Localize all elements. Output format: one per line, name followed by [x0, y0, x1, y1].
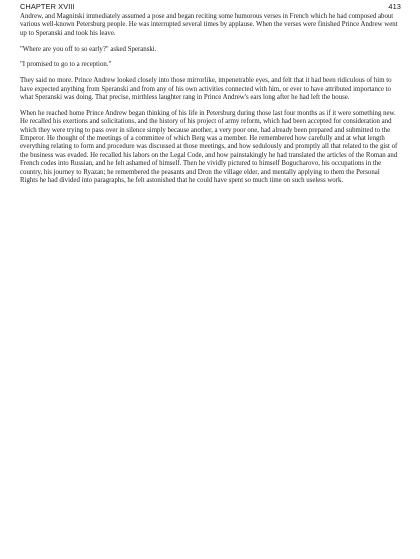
body-text	[20, 13, 398, 193]
page-number: 413	[388, 2, 401, 11]
paragraph: "I promised to go to a reception."	[20, 61, 112, 69]
paragraph: When he reached home Prince Andrew began thinking of his life in Petersburg during those last four months as if it were something new. He recalled his exertions and solicitations, and the history of his project of army reform, which had been accepted for consideration and which they were trying to pass over in silence simply because another, a very poor one, had already been prepared and submitted to the Emperor. He thought of the meetings of a committee of which Berg was a member. He remembered how carefully and at what length everything relating to form and procedure was discussed at those meetings, and how sedulously and promptly all that related to the gist of the business was evaded. He recalled his labors on the Legal Code, and how painstakingly he had translated the articles of the Roman and French codes into Russian, and he felt ashamed of himself. Then he vividly pictured to himself Bogucharovo, his occupations in the country, his journey to Ryazan; he remembered the peasants and Dron the village elder, and mentally applying to them the Personal Rights he had divided into paragraphs, he felt astonished that he could have spent so much time on such useless work.	[20, 109, 398, 185]
paragraph: "Where are you off to so early?" asked Speranski.	[20, 45, 157, 53]
paragraph: Andrew, and Magnitski immediately assumed a pose and began reciting some humorous verses in French which he had composed about various well-known Petersburg people. He was interrupted several times by applause. When the verses were finished Prince Andrew went up to Speranski and took his leave.	[20, 13, 398, 37]
paragraph: They said no more. Prince Andrew looked closely into those mirrorlike, impenetrable eyes, and felt that it had been ridiculous of him to have expected anything from Speranski and from any of his own activities connected with him, or ever to have attributed importance to what Speranski was doing. That precise, mirthless laughter rang in Prince Andrew's ears long after he had left the house.	[20, 77, 392, 102]
chapter-title: CHAPTER XVIII	[20, 2, 75, 11]
